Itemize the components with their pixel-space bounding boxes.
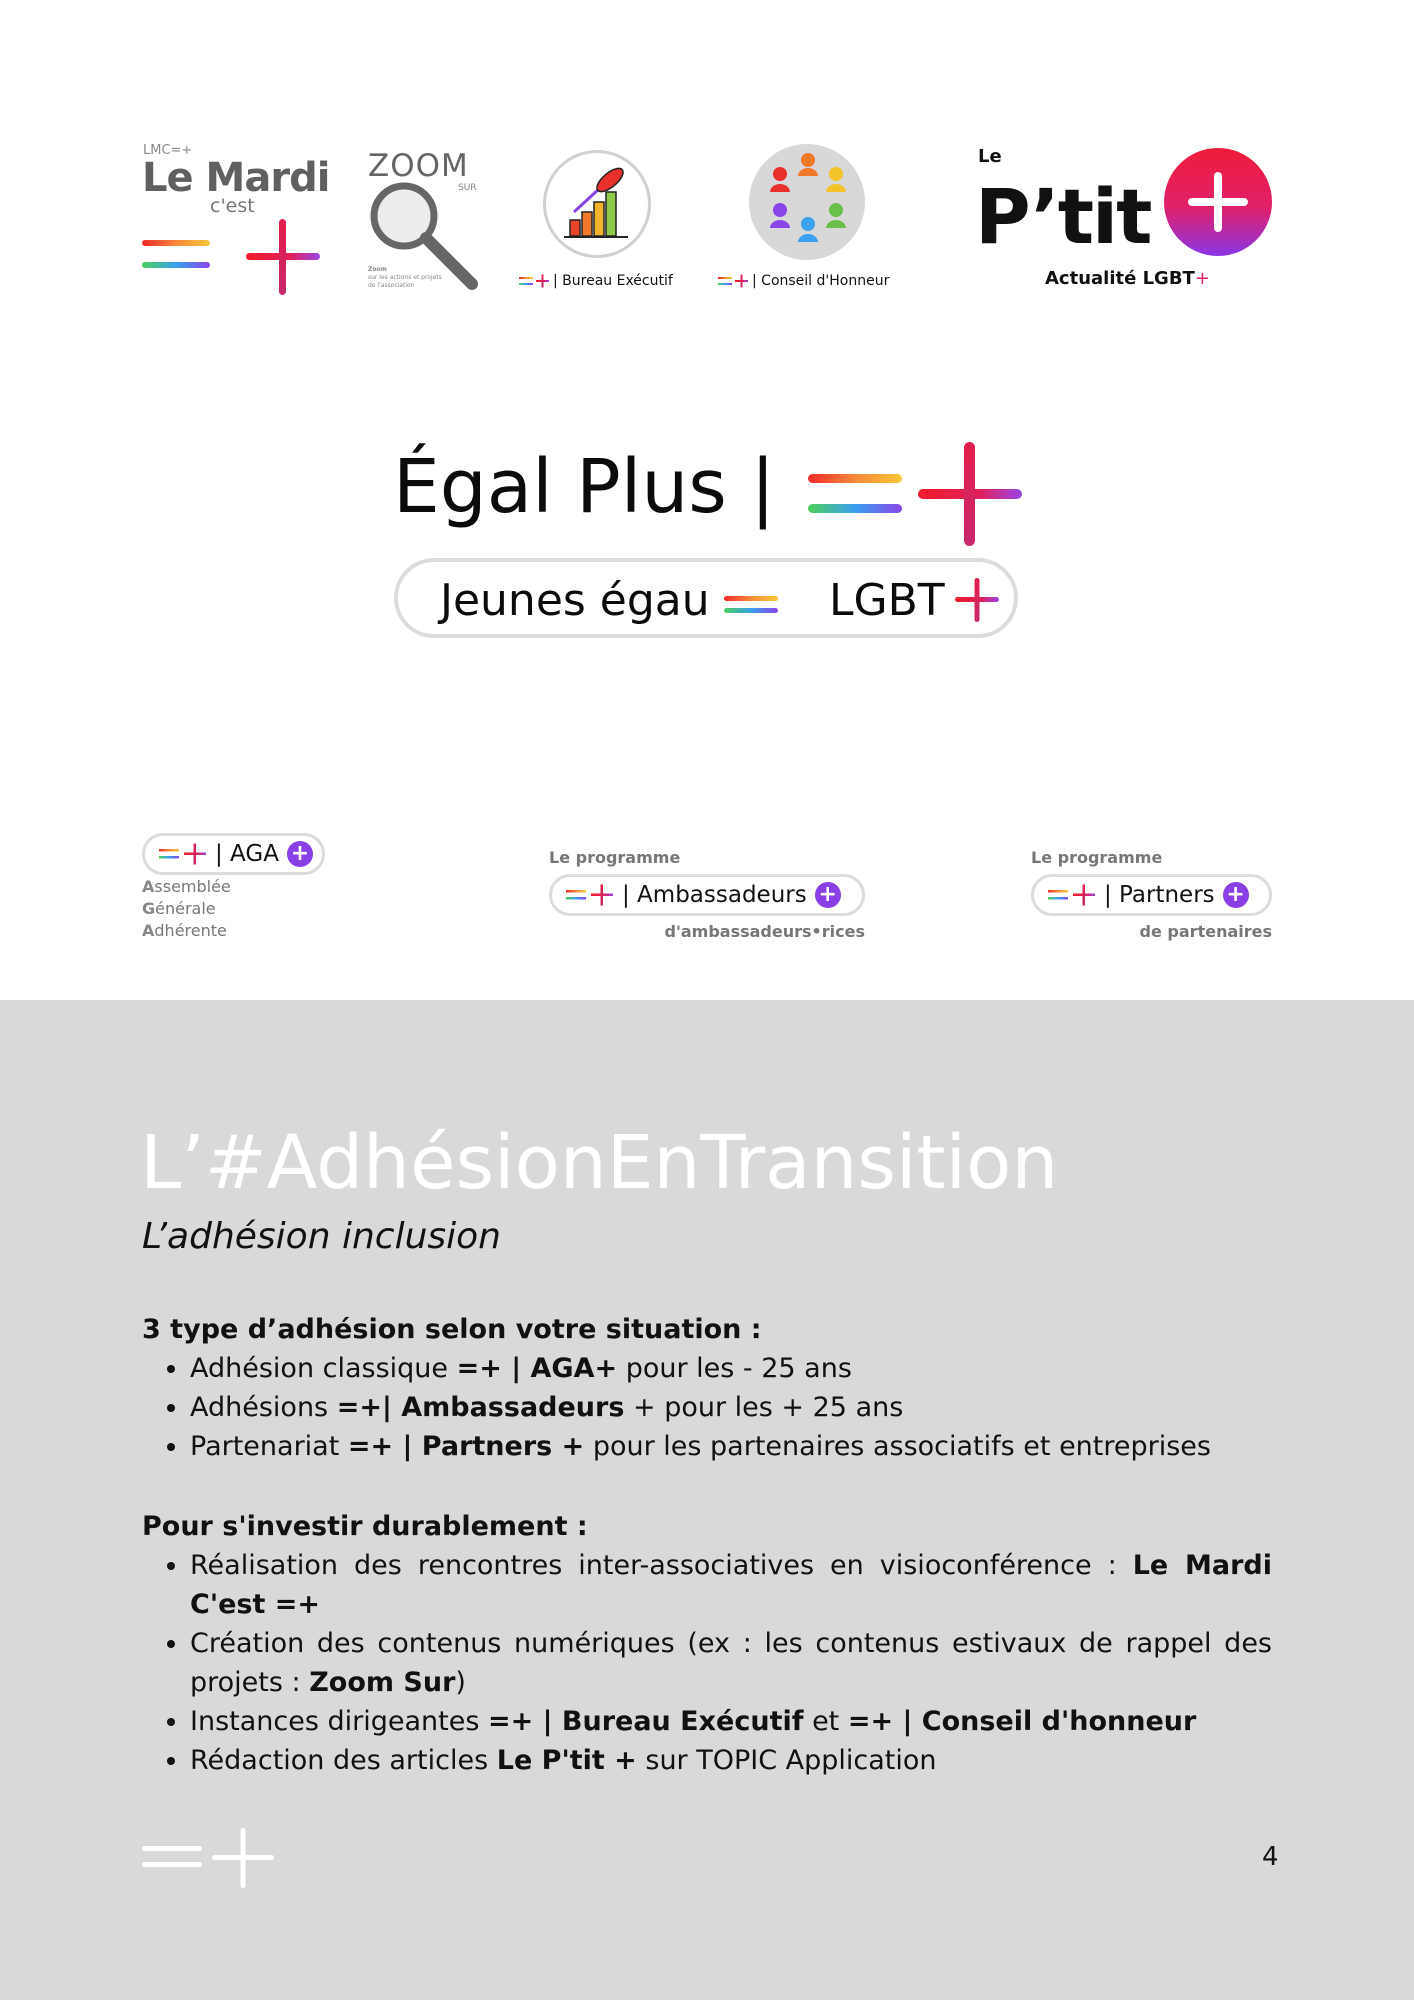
list-item: • Adhésion classique =+ | AGA+ pour les - 25 ans bbox=[190, 1349, 1272, 1388]
equal-plus-icon bbox=[566, 884, 614, 906]
ptit-le: Le bbox=[978, 146, 1002, 167]
ambassadeurs-below: d'ambassadeurs•rices bbox=[664, 922, 865, 941]
list-item: • Réalisation des rencontres inter-associatives en visioconférence : Le Mardi C'est =+ bbox=[190, 1546, 1272, 1624]
list-item: • Partenariat =+ | Partners + pour les partenaires associatifs et entreprises bbox=[190, 1427, 1272, 1466]
section-hashtag: L’#AdhésionEnTransition bbox=[140, 1120, 1059, 1206]
list-item: • Création des contenus numériques (ex : les contenus estivaux de rappel des projets : Zoom Sur) bbox=[190, 1624, 1272, 1702]
lmc-subtitle: c'est bbox=[210, 195, 255, 217]
bureau-caption: | Bureau Exécutif bbox=[553, 273, 673, 289]
aga-description: Assemblée Générale Adhérente bbox=[142, 877, 231, 940]
people-group-icon bbox=[760, 150, 856, 250]
footer-logo-icon bbox=[142, 1826, 276, 1890]
plus-icon: + bbox=[1194, 268, 1210, 289]
tagline-right: LGBT bbox=[829, 575, 945, 626]
ambassadeurs-pill bbox=[549, 874, 865, 916]
equal-icon bbox=[722, 590, 782, 620]
plus-icon bbox=[953, 576, 1001, 624]
plus-circle-icon: + bbox=[287, 841, 313, 867]
ambassadeurs-label: Le programme bbox=[549, 848, 681, 867]
partners-label: Le programme bbox=[1031, 848, 1163, 867]
zoom-caption: Zoom sur les actions et projets de l'association bbox=[368, 266, 442, 289]
involvement-title: Pour s'investir durablement : bbox=[142, 1511, 588, 1542]
partners-pill-label: | Partners bbox=[1104, 882, 1215, 908]
list-item: • Rédaction des articles Le P'tit + sur TOPIC Application bbox=[190, 1741, 1272, 1780]
equal-plus-icon bbox=[718, 274, 748, 288]
aga-pill-label: | AGA bbox=[215, 841, 279, 867]
lmc-title: Le Mardi bbox=[142, 155, 330, 201]
equal-plus-icon bbox=[159, 843, 207, 865]
ptit-caption: Actualité LGBT bbox=[1045, 268, 1195, 289]
lmc-small-text: LMC=+ bbox=[143, 143, 193, 158]
list-item: • Instances dirigeantes =+ | Bureau Exécutif et =+ | Conseil d'honneur bbox=[190, 1702, 1272, 1741]
plus-icon bbox=[1164, 148, 1272, 256]
equal-plus-icon bbox=[1048, 884, 1096, 906]
rocket-chart-icon bbox=[560, 162, 640, 242]
plus-circle-icon: + bbox=[1223, 882, 1249, 908]
equal-plus-icon bbox=[806, 440, 1024, 548]
membership-types-title: 3 type d’adhésion selon votre situation : bbox=[142, 1314, 762, 1345]
equal-plus-icon bbox=[519, 274, 549, 288]
zoom-sur-label: SUR bbox=[458, 183, 477, 193]
ambassadeurs-pill-label: | Ambassadeurs bbox=[622, 882, 807, 908]
equal-plus-icon bbox=[142, 215, 322, 295]
section-subtitle: L’adhésion inclusion bbox=[142, 1216, 501, 1257]
zoom-title: ZOOM bbox=[368, 148, 469, 184]
involvement-list bbox=[142, 1507, 1272, 1780]
conseil-caption: | Conseil d'Honneur bbox=[752, 273, 890, 289]
partners-pill bbox=[1031, 874, 1272, 916]
ptit-main: P’tit bbox=[975, 172, 1151, 261]
partners-below: de partenaires bbox=[1139, 922, 1272, 941]
page-number: 4 bbox=[1262, 1842, 1279, 1872]
tagline-left: Jeunes égau bbox=[440, 575, 710, 626]
membership-types bbox=[142, 1310, 1272, 1466]
list-item: • Adhésions =+| Ambassadeurs + pour les + 25 ans bbox=[190, 1388, 1272, 1427]
main-logo-title: Égal Plus | bbox=[393, 444, 776, 530]
plus-circle-icon: + bbox=[815, 882, 841, 908]
aga-pill bbox=[142, 833, 325, 875]
